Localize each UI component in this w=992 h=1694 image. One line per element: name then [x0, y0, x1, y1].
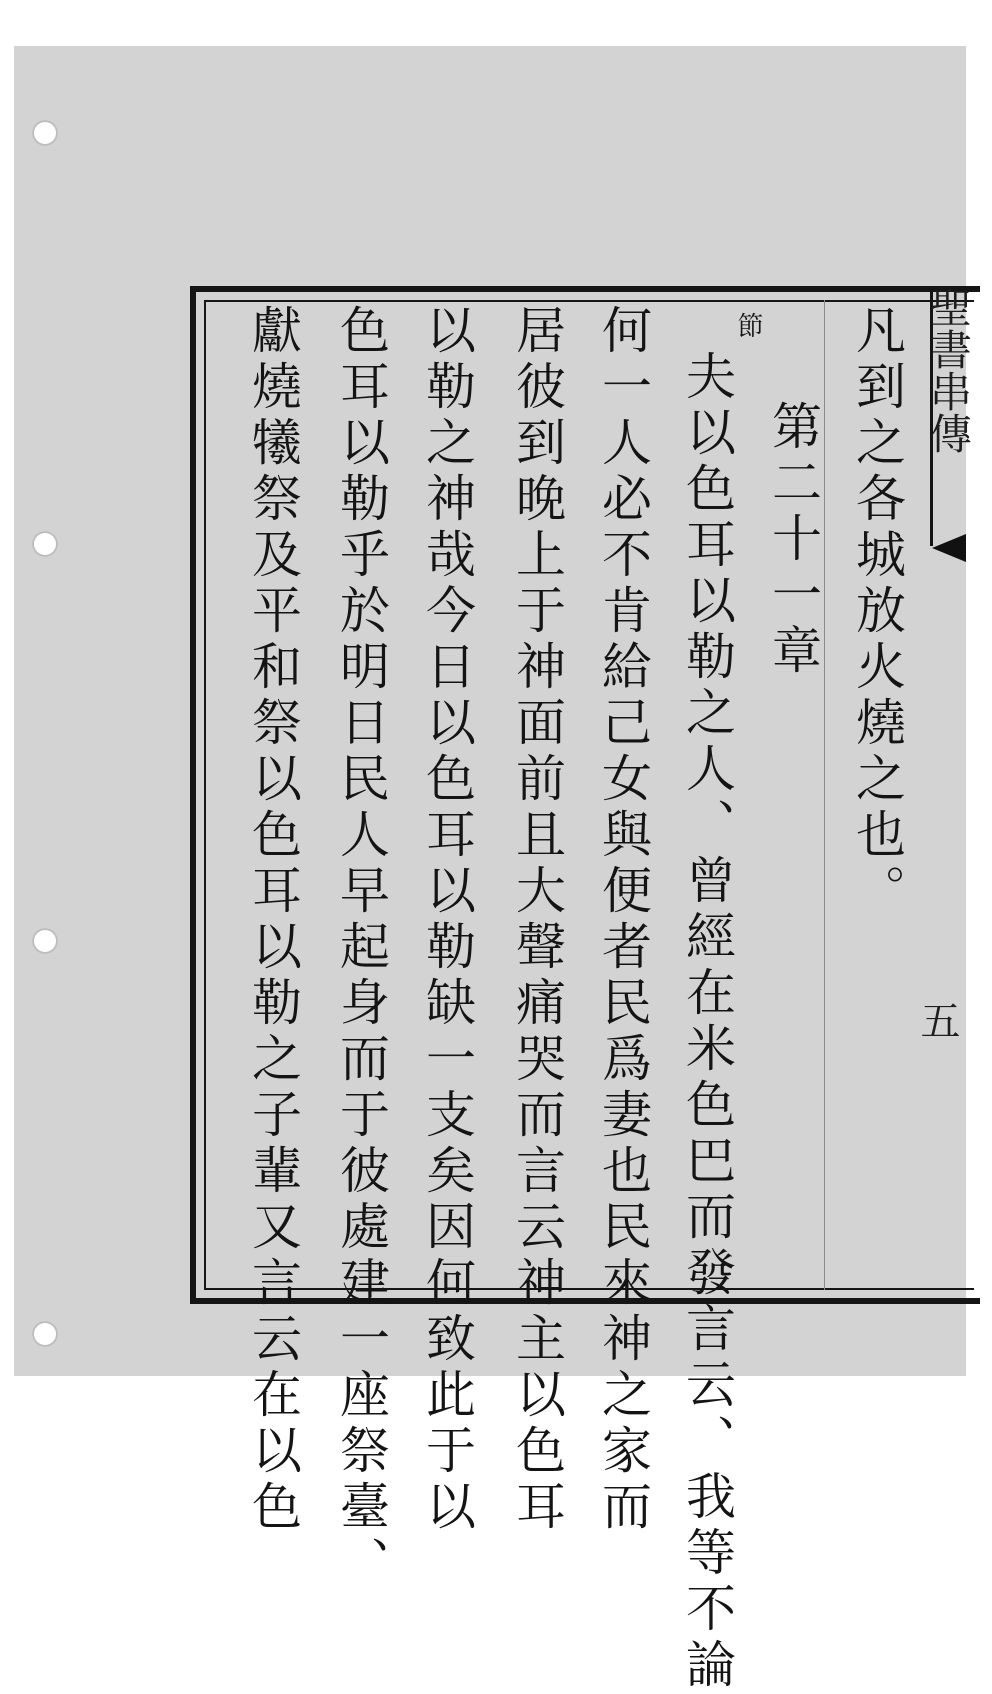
text-column-6: 以勒之神哉今日以色耳以勒缺一支矣因何致此于以: [418, 304, 476, 1536]
binder-hole: [32, 1321, 58, 1347]
text-column-3: 夫以色耳以勒之人、曾經在米色巴而發言云、我等不論: [678, 350, 736, 1694]
fishtail-mark-icon: [932, 534, 966, 562]
binder-hole: [32, 928, 58, 954]
text-column-8: 獻燒犧祭及平和祭以色耳以勒之子輩又言云在以色: [244, 304, 302, 1536]
margin-page-number: 五: [914, 1000, 960, 1040]
text-column-1: 凡到之各城放火燒之也。: [848, 304, 906, 920]
text-column-7: 色耳以勒乎於明日民人早起身而于彼處建一座祭臺、: [332, 304, 390, 1592]
chapter-heading: 第二十一章: [764, 400, 822, 680]
binder-hole: [32, 120, 58, 146]
section-mark: 節: [733, 312, 763, 338]
margin-book-title: 聖書串傳: [930, 286, 966, 546]
text-column-4: 何一人必不肯給己女與便者民爲妻也民來神之家而: [594, 304, 652, 1536]
binder-hole: [32, 531, 58, 557]
text-column-5: 居彼到晚上于神面前且大聲痛哭而言云神主以色耳: [508, 304, 566, 1536]
